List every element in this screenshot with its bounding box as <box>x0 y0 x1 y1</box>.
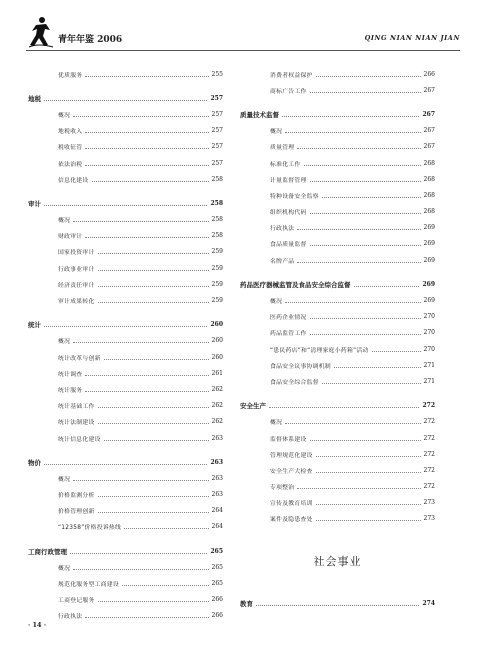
toc-page-number: 258 <box>210 199 223 207</box>
toc-entry-row[interactable] <box>28 171 223 187</box>
toc-entry-title: 规范化服务型工商建设 <box>58 582 119 589</box>
section-gap <box>28 187 223 195</box>
toc-entry-title: 经济责任审计 <box>58 282 95 289</box>
toc-entry-title: 安全生产 <box>240 402 266 411</box>
toc-page-number: 257 <box>210 94 223 102</box>
toc-entry-row[interactable] <box>240 252 435 268</box>
leader-dots <box>70 553 207 554</box>
toc-entry-title: 统计服务 <box>58 387 83 394</box>
toc-entry-title: 概况 <box>58 112 71 119</box>
toc-entry-title: 概况 <box>270 129 283 136</box>
toc-entry-title: 案件及隐患查处 <box>270 517 313 524</box>
toc-page-number: 269 <box>422 280 435 288</box>
leader-dots <box>44 464 207 465</box>
toc-page-number: 262 <box>211 385 223 393</box>
toc-entry-title: 监督体系建设 <box>270 436 307 443</box>
toc-section-row[interactable] <box>28 454 223 470</box>
toc-entry-title: 管理规范化建设 <box>270 452 313 459</box>
toc-page-number: 268 <box>423 191 435 199</box>
toc-page-number: 269 <box>423 256 435 264</box>
toc-entry-title: 行政执法 <box>58 614 83 621</box>
toc-entry-row[interactable] <box>28 503 223 519</box>
leader-dots <box>85 76 208 77</box>
toc-page-number: 265 <box>211 580 223 588</box>
toc-entry-title: 信息化建设 <box>58 177 89 184</box>
leader-dots <box>124 528 208 529</box>
leader-dots <box>282 116 419 117</box>
toc-entry-title: 行政事业审计 <box>58 266 95 273</box>
toc-entry-title: “患民药店”和“清理家庭小药箱”活动 <box>270 347 369 354</box>
section-gap <box>240 98 435 106</box>
toc-page-number: 257 <box>211 110 223 118</box>
leader-dots <box>122 585 209 586</box>
leader-dots <box>322 197 421 198</box>
toc-entry-row[interactable] <box>240 511 435 527</box>
leader-dots <box>85 617 208 618</box>
toc-entry-title: 食品质量监督 <box>270 242 307 249</box>
toc-entry-title: 地税收入 <box>58 129 83 136</box>
toc-entry-title: 工商登记服务 <box>58 598 95 605</box>
toc-entry-title: 概况 <box>58 218 71 225</box>
toc-entry-title: 质量技术监督 <box>240 110 279 119</box>
toc-page-number: 270 <box>423 329 435 337</box>
toc-entry-row[interactable] <box>28 244 223 260</box>
leader-dots <box>256 605 419 606</box>
toc-page-number: 272 <box>422 402 435 410</box>
toc-entry-title: 名牌产品 <box>270 258 295 265</box>
toc-page-number: 260 <box>211 337 223 345</box>
toc-page-number: 260 <box>211 353 223 361</box>
toc-entry-row[interactable] <box>28 276 223 292</box>
toc-entry-row[interactable] <box>28 349 223 365</box>
toc-entry-title: 财政审计 <box>58 234 83 241</box>
toc-entry-title: 消费者权益保护 <box>270 72 313 79</box>
toc-entry-title: 依法治税 <box>58 161 83 168</box>
toc-entry-row[interactable] <box>28 139 223 155</box>
leader-dots <box>85 165 208 166</box>
toc-entry-row[interactable] <box>240 495 435 511</box>
toc-entry-title: 专项整治 <box>270 485 295 492</box>
toc-section-row[interactable] <box>28 90 223 106</box>
toc-section-row[interactable] <box>28 317 223 333</box>
leader-dots <box>73 342 208 343</box>
toc-page-number: 261 <box>211 369 223 377</box>
toc-page-number: 257 <box>211 159 223 167</box>
toc-entry-row[interactable] <box>240 292 435 308</box>
section-gap <box>28 535 223 543</box>
toc-page-number: 265 <box>210 547 223 555</box>
toc-entry-title: 统计调查 <box>58 371 83 378</box>
toc-entry-title: 统计基础工作 <box>58 404 95 411</box>
toc-entry-title: 商标广告工作 <box>270 88 307 95</box>
toc-entry-title: 地税 <box>28 94 41 103</box>
toc-page-number: 265 <box>211 563 223 571</box>
book-title: 青年年鉴 2006 <box>58 35 123 45</box>
toc-entry-row[interactable] <box>240 139 435 155</box>
toc-page-number: 264 <box>211 523 223 531</box>
toc-entry-row[interactable] <box>240 236 435 252</box>
toc-page-number: 260 <box>210 321 223 329</box>
leader-dots <box>316 520 421 521</box>
toc-page-number: 270 <box>423 345 435 353</box>
toc-entry-title: 医药企业情况 <box>270 315 307 322</box>
toc-page-number: 258 <box>211 232 223 240</box>
leader-dots <box>44 205 207 206</box>
toc-entry-row[interactable] <box>240 204 435 220</box>
toc-page-number: 264 <box>211 507 223 515</box>
leader-dots <box>44 100 207 101</box>
leader-dots <box>354 286 420 287</box>
toc-entry-row[interactable] <box>240 414 435 430</box>
leader-dots <box>104 359 209 360</box>
toc-entry-title: 概况 <box>58 565 71 572</box>
leader-dots <box>98 512 209 513</box>
toc-section-row[interactable] <box>240 276 435 292</box>
toc-entry-row[interactable] <box>28 487 223 503</box>
toc-entry-title: 概况 <box>270 299 283 306</box>
toc-page-number: 271 <box>423 361 435 369</box>
toc-entry-title: 食品安全议事协调机制 <box>270 363 331 370</box>
toc-page-number: 259 <box>211 297 223 305</box>
leader-dots <box>98 270 209 271</box>
toc-page-number: 262 <box>211 418 223 426</box>
toc-entry-row[interactable] <box>28 106 223 122</box>
toc-entry-row[interactable] <box>28 123 223 139</box>
leader-dots <box>85 148 208 149</box>
toc-section-row[interactable] <box>240 595 435 611</box>
leader-dots <box>104 440 209 441</box>
leader-dots <box>297 488 420 489</box>
toc-entry-title: 质量管理 <box>270 145 295 152</box>
toc-page-number: 257 <box>211 143 223 151</box>
toc-page-number: 257 <box>211 127 223 135</box>
toc-page-number: 263 <box>211 474 223 482</box>
leader-dots <box>297 262 420 263</box>
leader-dots <box>98 423 209 424</box>
toc-entry-row[interactable] <box>240 171 435 187</box>
toc-page-number: 259 <box>211 264 223 272</box>
toc-entry-title: 税收征管 <box>58 145 83 152</box>
leader-dots <box>98 286 209 287</box>
toc-page-number: 272 <box>423 450 435 458</box>
leader-dots <box>98 302 209 303</box>
toc-section-row[interactable] <box>240 398 435 414</box>
toc-education-entry <box>240 595 435 611</box>
toc-page-number: 263 <box>211 491 223 499</box>
toc-entry-title: 概况 <box>58 339 71 346</box>
toc-entry-title: 统计信息化建设 <box>58 436 101 443</box>
toc-page-number: 263 <box>210 458 223 466</box>
section-gap <box>240 390 435 398</box>
leader-dots <box>73 569 208 570</box>
toc-entry-row[interactable] <box>28 430 223 446</box>
leader-dots <box>316 456 421 457</box>
toc-page-number: 267 <box>423 127 435 135</box>
toc-page-number: 272 <box>423 434 435 442</box>
toc-page-number: 266 <box>211 596 223 604</box>
section-gap <box>28 309 223 317</box>
toc-entry-row[interactable] <box>28 559 223 575</box>
toc-entry-row[interactable] <box>240 309 435 325</box>
toc-entry-title: 统计法制建设 <box>58 420 95 427</box>
toc-page-number: 255 <box>211 70 223 78</box>
leader-dots <box>98 253 209 254</box>
toc-page-number: 258 <box>211 175 223 183</box>
leader-dots <box>98 496 209 497</box>
leader-dots <box>310 318 421 319</box>
toc-entry-title: 食品安全综合监督 <box>270 379 319 386</box>
toc-entry-row[interactable] <box>28 381 223 397</box>
toc-entry-title: 组织机构代码 <box>270 210 307 217</box>
leader-dots <box>310 181 421 182</box>
toc-entry-title: 工商行政管理 <box>28 547 67 556</box>
toc-entry-row[interactable] <box>28 292 223 308</box>
leader-dots <box>316 76 421 77</box>
toc-entry-title: 物价 <box>28 458 41 467</box>
toc-right-column <box>240 66 435 527</box>
leader-dots <box>285 132 420 133</box>
toc-entry-title: 教育 <box>240 599 253 608</box>
leader-dots <box>310 92 421 93</box>
toc-page-number: 273 <box>423 499 435 507</box>
toc-entry-row[interactable] <box>28 333 223 349</box>
toc-page-number: 269 <box>423 240 435 248</box>
leader-dots <box>85 237 208 238</box>
toc-page-number: 273 <box>423 515 435 523</box>
leader-dots <box>73 480 208 481</box>
leader-dots <box>372 351 421 352</box>
leader-dots <box>316 504 421 505</box>
leader-dots <box>304 165 421 166</box>
toc-entry-row[interactable] <box>28 414 223 430</box>
leader-dots <box>285 302 420 303</box>
toc-entry-row[interactable] <box>240 341 435 357</box>
toc-page-number: 259 <box>211 248 223 256</box>
toc-entry-row[interactable] <box>28 155 223 171</box>
toc-page-number: 272 <box>423 418 435 426</box>
toc-page-number: 274 <box>422 599 435 607</box>
toc-page-number: 268 <box>423 159 435 167</box>
toc-entry-row[interactable] <box>28 66 223 82</box>
toc-entry-title: 审计 <box>28 199 41 208</box>
toc-entry-row[interactable] <box>28 592 223 608</box>
toc-page-number: 267 <box>422 110 435 118</box>
leader-dots <box>310 334 421 335</box>
leader-dots <box>310 213 421 214</box>
toc-section-row[interactable] <box>240 106 435 122</box>
toc-entry-title: “12358”价格投诉热线 <box>58 525 122 532</box>
toc-page-number: 266 <box>423 70 435 78</box>
toc-entry-row[interactable] <box>28 519 223 535</box>
toc-entry-row[interactable] <box>240 357 435 373</box>
leader-dots <box>98 407 209 408</box>
toc-page-number: 266 <box>211 612 223 620</box>
toc-entry-title: 审计成果转化 <box>58 299 95 306</box>
toc-page-number: 271 <box>423 377 435 385</box>
toc-page-number: 270 <box>423 313 435 321</box>
leader-dots <box>92 181 209 182</box>
page-number: · 14 · <box>28 621 47 629</box>
toc-entry-row[interactable] <box>240 66 435 82</box>
toc-entry-title: 特种设备安全监察 <box>270 193 319 200</box>
toc-page-number: 268 <box>423 175 435 183</box>
toc-entry-row[interactable] <box>240 462 435 478</box>
toc-entry-row[interactable] <box>28 470 223 486</box>
toc-page-number: 263 <box>211 434 223 442</box>
leader-dots <box>297 148 420 149</box>
toc-entry-row[interactable] <box>28 260 223 276</box>
toc-entry-row[interactable] <box>28 608 223 624</box>
toc-entry-title: 概况 <box>58 476 71 483</box>
toc-entry-row[interactable] <box>240 430 435 446</box>
toc-entry-title: 药品医疗器械监管及食品安全综合监督 <box>240 280 351 289</box>
leader-dots <box>285 423 420 424</box>
toc-entry-row[interactable] <box>28 365 223 381</box>
toc-entry-title: 统计改革与创新 <box>58 355 101 362</box>
toc-section-row[interactable] <box>28 543 223 559</box>
toc-entry-row[interactable] <box>28 228 223 244</box>
running-youth-logo-icon <box>26 16 56 48</box>
toc-entry-row[interactable] <box>240 373 435 389</box>
toc-entry-title: 药品监管工作 <box>270 331 307 338</box>
leader-dots <box>310 440 421 441</box>
toc-entry-title: 计量监督管理 <box>270 177 307 184</box>
section-gap <box>28 82 223 90</box>
toc-page-number: 267 <box>423 86 435 94</box>
page-header <box>26 14 460 51</box>
section-gap <box>240 268 435 276</box>
leader-dots <box>85 391 208 392</box>
toc-page-number: 269 <box>423 297 435 305</box>
toc-entry-row[interactable] <box>240 325 435 341</box>
toc-entry-row[interactable] <box>240 155 435 171</box>
section-heading-social: 社会事业 <box>313 555 362 568</box>
toc-entry-row[interactable] <box>240 446 435 462</box>
toc-section-row[interactable] <box>28 195 223 211</box>
toc-entry-title: 价格管理创新 <box>58 509 95 516</box>
leader-dots <box>322 383 421 384</box>
toc-entry-row[interactable] <box>240 479 435 495</box>
leader-dots <box>98 601 209 602</box>
toc-entry-title: 概况 <box>270 420 283 427</box>
leader-dots <box>269 407 419 408</box>
toc-page-number: 272 <box>423 483 435 491</box>
toc-entry-row[interactable] <box>28 212 223 228</box>
toc-entry-title: 行政执法 <box>270 226 295 233</box>
toc-page-number: 269 <box>423 224 435 232</box>
toc-page-number: 262 <box>211 402 223 410</box>
leader-dots <box>316 472 421 473</box>
toc-entry-title: 安全生产大检查 <box>270 468 313 475</box>
leader-dots <box>73 221 208 222</box>
leader-dots <box>85 375 208 376</box>
toc-page-number: 268 <box>423 208 435 216</box>
leader-dots <box>73 116 208 117</box>
toc-entry-row[interactable] <box>28 575 223 591</box>
toc-entry-title: 宣传及教育培训 <box>270 501 313 508</box>
toc-entry-row[interactable] <box>240 220 435 236</box>
toc-page-number: 259 <box>211 280 223 288</box>
leader-dots <box>334 367 421 368</box>
toc-entry-title: 国家投资审计 <box>58 250 95 257</box>
toc-entry-title: 标准化工作 <box>270 161 301 168</box>
toc-left-column <box>28 66 223 624</box>
leader-dots <box>310 245 421 246</box>
toc-entry-row[interactable] <box>240 187 435 203</box>
toc-entry-title: 价格监测分析 <box>58 493 95 500</box>
toc-entry-row[interactable] <box>240 82 435 98</box>
toc-page-number: 258 <box>211 216 223 224</box>
toc-entry-row[interactable] <box>240 123 435 139</box>
leader-dots <box>44 326 207 327</box>
toc-entry-row[interactable] <box>28 398 223 414</box>
toc-page-number: 267 <box>423 143 435 151</box>
toc-entry-title: 优质服务 <box>58 72 83 79</box>
toc-entry-title: 统计 <box>28 321 41 330</box>
leader-dots <box>297 229 420 230</box>
leader-dots <box>85 132 208 133</box>
section-gap <box>28 446 223 454</box>
toc-page-number: 272 <box>423 466 435 474</box>
header-pinyin: QING NIAN NIAN JIAN <box>364 34 460 42</box>
